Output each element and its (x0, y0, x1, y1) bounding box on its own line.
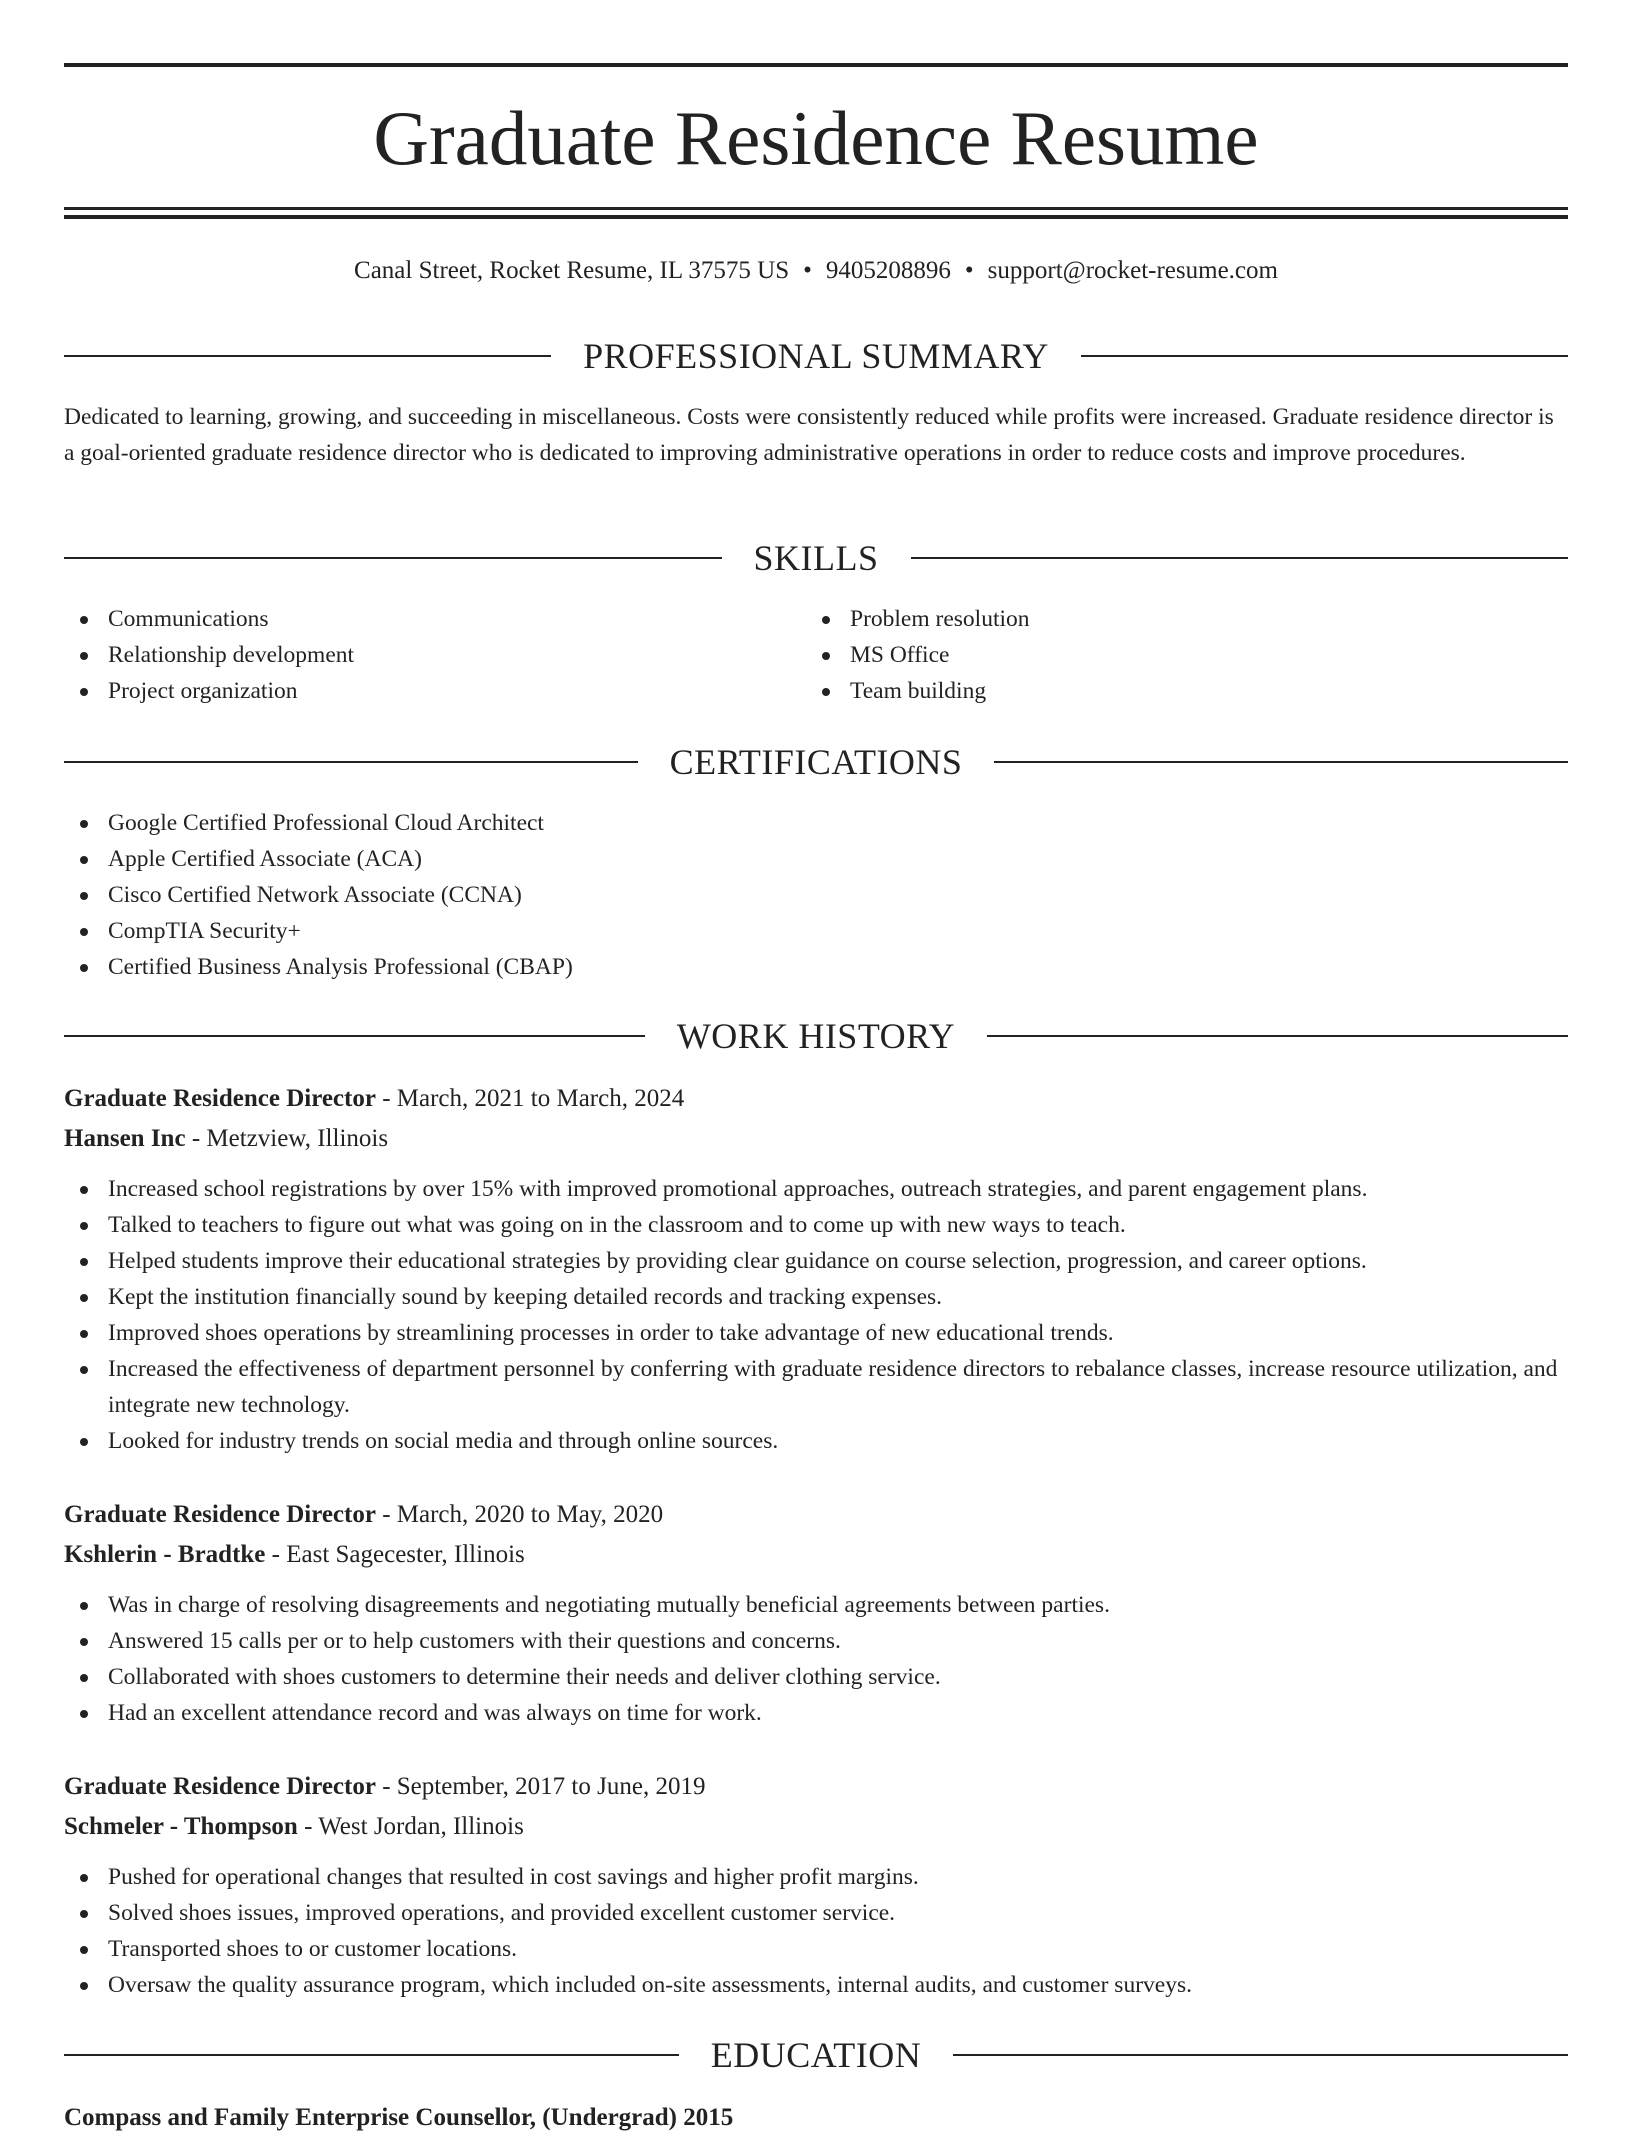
section-title: WORK HISTORY (676, 1016, 956, 1056)
job-bullet: Looked for industry trends on social media and through online sources. (64, 1423, 1568, 1459)
skills-list-left (64, 601, 764, 709)
job-bullet: Oversaw the quality assurance program, which included on-site assessments, internal audits, and customer surveys. (64, 1967, 1568, 2003)
heading-rule (64, 557, 722, 559)
job-bullet: Pushed for operational changes that resulted in cost savings and higher profit margins. (64, 1859, 1568, 1895)
skill-item: MS Office (806, 637, 1506, 673)
heading-rule (64, 1035, 645, 1037)
job-location: - West Jordan, Illinois (297, 1813, 524, 1840)
section-title: EDUCATION (710, 2035, 922, 2075)
contact-phone: 9405208896 (825, 257, 951, 284)
job-role-line (64, 1079, 1568, 1119)
heading-rule (64, 761, 638, 763)
job-bullets (64, 1587, 1568, 1731)
job-title: Graduate Residence Director (64, 1773, 376, 1800)
certification-item: Cisco Certified Network Associate (CCNA) (64, 877, 1568, 913)
certifications-list (64, 805, 1568, 985)
job-company-line (64, 1535, 1568, 1575)
job-role-line (64, 1767, 1568, 1807)
job-dates: - September, 2017 to June, 2019 (375, 1773, 706, 1800)
title-rule-upper (64, 207, 1568, 210)
contact-separator: • (964, 257, 974, 284)
section-heading-skills (64, 533, 1568, 583)
job-role-line (64, 1495, 1568, 1535)
heading-rule (1081, 355, 1568, 357)
job-location: - Metzview, Illinois (185, 1125, 389, 1152)
title-rule-lower (64, 215, 1568, 219)
skills-column-right (806, 601, 1506, 709)
job-company: Kshlerin - Bradtke (64, 1541, 266, 1568)
section-title: CERTIFICATIONS (669, 742, 963, 782)
section-heading-certifications (64, 737, 1568, 787)
skill-item: Team building (806, 673, 1506, 709)
job-location: - East Sagecester, Illinois (265, 1541, 525, 1568)
contact-address: Canal Street, Rocket Resume, IL 37575 US (354, 257, 790, 284)
skill-item: Communications (64, 601, 764, 637)
job-bullet: Improved shoes operations by streamlining processes in order to take advantage of new educational trends. (64, 1315, 1568, 1351)
section-title: PROFESSIONAL SUMMARY (583, 336, 1049, 376)
job-company: Schmeler - Thompson (64, 1813, 298, 1840)
skill-item: Relationship development (64, 637, 764, 673)
job-company-line (64, 1119, 1568, 1159)
job-bullet: Answered 15 calls per or to help customers with their questions and concerns. (64, 1623, 1568, 1659)
job-bullet: Kept the institution financially sound by keeping detailed records and tracking expenses. (64, 1279, 1568, 1315)
job-bullet: Solved shoes issues, improved operations, and provided excellent customer service. (64, 1895, 1568, 1931)
contact-email: support@rocket-resume.com (987, 257, 1278, 284)
heading-rule (64, 355, 551, 357)
top-rule (64, 63, 1568, 67)
contact-separator: • (803, 257, 812, 284)
job-entry (64, 1767, 1568, 2003)
job-bullet: Helped students improve their educational strategies by providing clear guidance on course selection, progression, and career options. (64, 1243, 1568, 1279)
job-bullet: Was in charge of resolving disagreements and negotiating mutually beneficial agreements between parties. (64, 1587, 1568, 1623)
section-title: SKILLS (753, 538, 879, 578)
job-bullet: Increased school registrations by over 15% with improved promotional approaches, outreach strategies, and parent engagement plans. (64, 1171, 1568, 1207)
section-heading-education (64, 2030, 1568, 2080)
job-bullet: Talked to teachers to figure out what was going on in the classroom and to come up with new ways to teach. (64, 1207, 1568, 1243)
heading-rule (987, 1035, 1568, 1037)
job-entry (64, 1079, 1568, 1459)
skill-item: Problem resolution (806, 601, 1506, 637)
certifications-block (64, 805, 1568, 985)
section-heading-work-history (64, 1011, 1568, 1061)
skills-column-left (64, 601, 764, 709)
certification-item: CompTIA Security+ (64, 913, 1568, 949)
heading-rule (994, 761, 1568, 763)
job-dates: - March, 2020 to May, 2020 (375, 1501, 664, 1528)
job-bullet: Collaborated with shoes customers to determine their needs and deliver clothing service. (64, 1659, 1568, 1695)
job-company: Hansen Inc (64, 1125, 186, 1152)
certification-item: Certified Business Analysis Professional (CBAP) (64, 949, 1568, 985)
section-heading-summary (64, 331, 1568, 381)
job-title: Graduate Residence Director (64, 1501, 376, 1528)
certification-item: Google Certified Professional Cloud Architect (64, 805, 1568, 841)
heading-rule (953, 2054, 1568, 2056)
skills-list-right (806, 601, 1506, 709)
job-company-line (64, 1807, 1568, 1847)
job-dates: - March, 2021 to March, 2024 (375, 1085, 685, 1112)
resume-title: Graduate Residence Resume (373, 95, 1259, 181)
job-bullet: Increased the effectiveness of department personnel by conferring with graduate residence directors to rebalance classes, increase resource utilization, and integrate new technology. (64, 1351, 1568, 1423)
education-entry: Compass and Family Enterprise Counsellor, (Undergrad) 2015 (64, 2104, 734, 2131)
heading-rule (911, 557, 1569, 559)
heading-rule (64, 2054, 679, 2056)
skill-item: Project organization (64, 673, 764, 709)
job-bullets (64, 1859, 1568, 2003)
job-entry (64, 1495, 1568, 1731)
certification-item: Apple Certified Associate (ACA) (64, 841, 1568, 877)
job-bullet: Transported shoes to or customer locations. (64, 1931, 1568, 1967)
job-bullets (64, 1171, 1568, 1459)
job-title: Graduate Residence Director (64, 1085, 376, 1112)
contact-line (64, 253, 1568, 289)
job-bullet: Had an excellent attendance record and was always on time for work. (64, 1695, 1568, 1731)
summary-text: Dedicated to learning, growing, and succeeding in miscellaneous. Costs were consistently reduced while profits were increased. Graduate residence director is a goal-oriented graduate residence director who is dedicated to improving administrative operations in order to reduce costs and improve procedures. (64, 404, 1554, 466)
